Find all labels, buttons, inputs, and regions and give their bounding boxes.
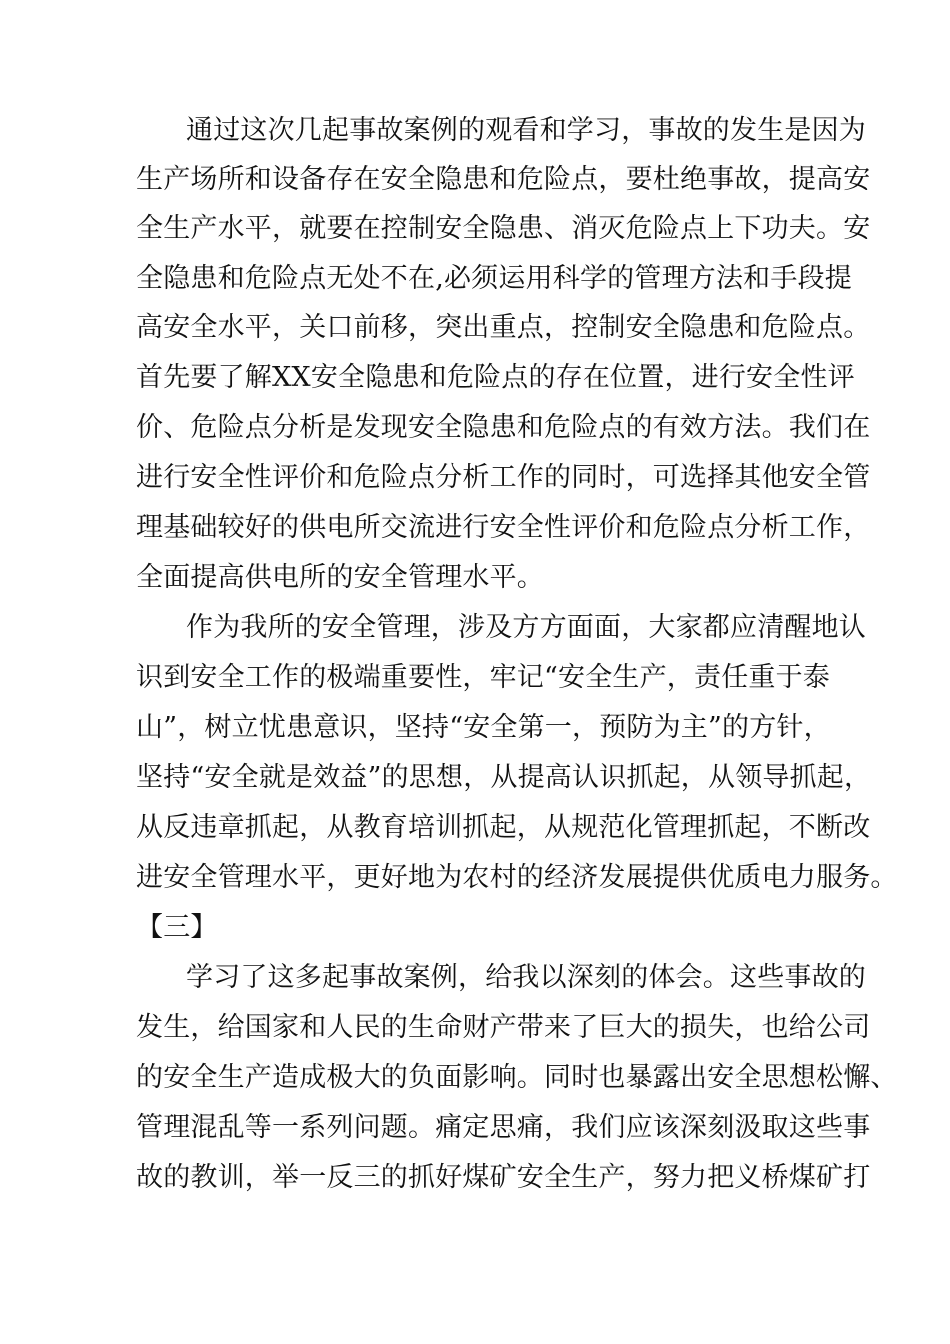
text-line: 首先要了解XX安全隐患和危险点的存在位置，进行安全性评 <box>136 362 855 393</box>
text-line: 学习了这多起事故案例，给我以深刻的体会。这些事故的 <box>186 962 866 993</box>
text-line: 坚持“安全就是效益”的思想，从提高认识抓起，从领导抓起， <box>136 762 872 793</box>
section-heading: 【三】 <box>136 912 218 943</box>
text-line: 全隐患和危险点无处不在,必须运用科学的管理方法和手段提 <box>136 263 852 294</box>
text-line: 从反违章抓起，从教育培训抓起，从规范化管理抓起，不断改 <box>136 812 871 843</box>
text-line: 全生产水平，就要在控制安全隐患、消灭危险点上下功夫。安 <box>136 213 871 244</box>
text-line: 故的教训，举一反三的抓好煤矿安全生产，努力把义桥煤矿打 <box>136 1162 871 1193</box>
text-line: 进安全管理水平，更好地为农村的经济发展提供优质电力服务。 <box>136 862 898 893</box>
text-line: 全面提高供电所的安全管理水平。 <box>136 562 544 593</box>
text-line: 山”，树立忧患意识，坚持“安全第一，预防为主”的方针， <box>136 712 831 743</box>
text-line: 识到安全工作的极端重要性，牢记“安全生产，责任重于泰 <box>136 662 831 693</box>
text-line: 发生，给国家和人民的生命财产带来了巨大的损失，也给公司 <box>136 1012 871 1043</box>
text-line: 作为我所的安全管理，涉及方方面面，大家都应清醒地认 <box>186 612 866 643</box>
text-line: 通过这次几起事故案例的观看和学习，事故的发生是因为 <box>186 115 866 146</box>
text-line: 管理混乱等一系列问题。痛定思痛，我们应该深刻汲取这些事 <box>136 1112 871 1143</box>
text-line: 理基础较好的供电所交流进行安全性评价和危险点分析工作， <box>136 512 871 543</box>
text-line: 价、危险点分析是发现安全隐患和危险点的有效方法。我们在 <box>136 412 871 443</box>
text-line: 的安全生产造成极大的负面影响。同时也暴露出安全思想松懈、 <box>136 1062 898 1093</box>
text-line: 高安全水平，关口前移，突出重点，控制安全隐患和危险点。 <box>136 312 871 343</box>
text-line: 进行安全性评价和危险点分析工作的同时，可选择其他安全管 <box>136 462 871 493</box>
text-line: 生产场所和设备存在安全隐患和危险点，要杜绝事故，提高安 <box>136 164 871 195</box>
